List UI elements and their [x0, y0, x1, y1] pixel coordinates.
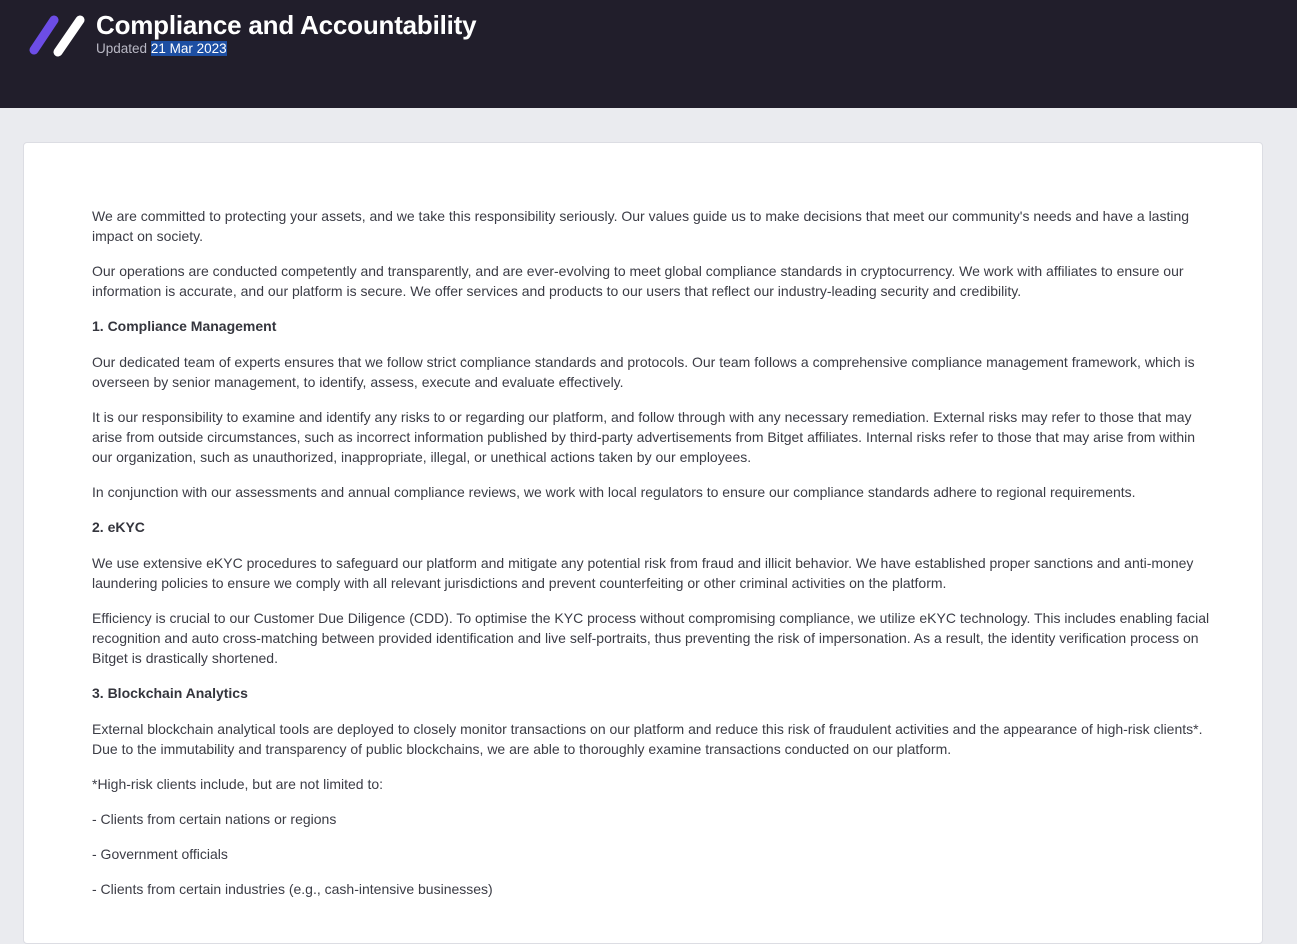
- section-heading-ekyc: 2. eKYC: [92, 519, 145, 535]
- section-2-paragraph-2: Efficiency is crucial to our Customer Due Diligence (CDD). To optimise the KYC process without compromising compliance, we utilize eKYC technology. This includes enabling facial recognition and auto cross-matching between provided identification and live self-portraits, thus preventing the risk of impersonation. As a result, the identity verification process on Bitget is drastically shortened.: [92, 610, 1210, 666]
- section-1-paragraph-2: It is our responsibility to examine and identify any risks to or regarding our platform, and follow through with any necessary remediation. External risks may refer to those that may arise from outside circumstances, such as incorrect information published by third-party advertisements from Bitget affiliates. Internal risks refer to those that may arise from within our organization, such as unauthorized, inappropriate, illegal, or unethical actions taken by our employees.: [92, 409, 1196, 465]
- section-3-paragraph-2: *High-risk clients include, but are not limited to:: [92, 776, 384, 792]
- intro-paragraph-2: Our operations are conducted competently and transparently, and are ever-evolving to meet global compliance standards in cryptocurrency. We work with affiliates to ensure our information is accurate, and our platform is secure. We offer services and products to our users that reflect our industry-leading security and credibility.: [92, 263, 1184, 299]
- article-card: [23, 142, 1263, 944]
- list-item: - Clients from certain industries (e.g., cash-intensive businesses): [92, 881, 493, 897]
- section-heading-blockchain-analytics: 3. Blockchain Analytics: [92, 685, 248, 701]
- updated-line: [96, 41, 227, 56]
- updated-label: Updated: [96, 41, 148, 56]
- section-1-paragraph-3: In conjunction with our assessments and annual compliance reviews, we work with local regulators to ensure our compliance standards adhere to regional requirements.: [92, 484, 1136, 500]
- section-1-paragraph-1: Our dedicated team of experts ensures that we follow strict compliance standards and protocols. Our team follows a comprehensive compliance management framework, which is overseen by senior management, to identify, assess, execute and evaluate effectively.: [92, 354, 1195, 390]
- updated-date: 21 Mar 2023: [150, 41, 227, 56]
- list-item: - Government officials: [92, 846, 228, 862]
- section-2-paragraph-1: We use extensive eKYC procedures to safeguard our platform and mitigate any potential risk from fraud and illicit behavior. We have established proper sanctions and anti-money laundering policies to ensure we comply with all relevant jurisdictions and prevent counterfeiting or other criminal activities on the platform.: [92, 555, 1194, 591]
- section-3-paragraph-1: External blockchain analytical tools are deployed to closely monitor transactions on our platform and reduce this risk of fraudulent activities and the appearance of high-risk clients*. Due to the immutability and transparency of public blockchains, we are able to thoroughly examine transactions conducted on our platform.: [92, 721, 1203, 757]
- page-header: [0, 0, 1297, 108]
- bitget-logo-icon[interactable]: [28, 14, 88, 58]
- page-title: Compliance and Accountability: [96, 10, 477, 40]
- intro-paragraph-1: We are committed to protecting your assets, and we take this responsibility seriously. Our values guide us to make decisions that meet our community's needs and have a lasting impact on society.: [92, 208, 1190, 244]
- article-content: [92, 206, 1214, 914]
- section-heading-compliance-management: 1. Compliance Management: [92, 318, 277, 334]
- list-item: - Clients from certain nations or regions: [92, 811, 337, 827]
